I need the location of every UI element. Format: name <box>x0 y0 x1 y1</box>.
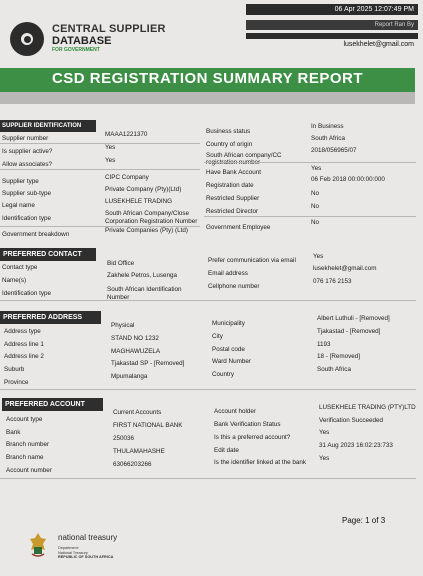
label-is-active: Is supplier active? <box>2 148 53 155</box>
value-restricted-director: No <box>311 203 320 210</box>
value-contact-names: Zakhele Petros, Lusenga <box>107 272 178 279</box>
value-supplier-number: MAAA1221370 <box>105 131 148 138</box>
label-have-bank-account: Have Bank Account <box>206 169 261 176</box>
divider <box>0 143 200 144</box>
value-government-employee: No <box>311 219 320 226</box>
report-datetime: 06 Apr 2025 12:07:49 PM <box>246 4 418 15</box>
label-municipality: Municipality <box>212 320 245 327</box>
value-registration-date: 06 Feb 2018 00:00:00:000 <box>311 176 385 183</box>
value-have-bank-account: Yes <box>311 165 322 172</box>
label-supplier-type: Supplier type <box>2 178 39 185</box>
label-branch-name: Branch name <box>6 454 44 461</box>
value-is-active: Yes <box>105 144 116 151</box>
value-address-line1: STAND NO 1232 <box>111 335 159 342</box>
value-contact-id-type: South African Identification Number <box>107 286 182 301</box>
csd-logo-dot <box>24 36 31 43</box>
value-postal-code: 1193 <box>317 341 331 348</box>
value-email-address: lusekhelet@gmail.com <box>313 265 377 272</box>
coat-of-arms-icon <box>28 532 48 558</box>
value-contact-type: Bid Office <box>107 260 135 267</box>
label-account-number: Account number <box>6 467 52 474</box>
value-preferred-account: Yes <box>319 429 330 436</box>
label-address-type: Address type <box>4 328 41 335</box>
value-cellphone: 076 176 2153 <box>313 278 352 285</box>
label-allow-associates: Allow associates? <box>2 161 53 168</box>
label-verification-status: Bank Verification Status <box>214 421 281 428</box>
label-postal-code: Postal code <box>212 346 245 353</box>
value-business-status: In Business <box>311 123 344 130</box>
logo-line1: CENTRAL SUPPLIER <box>52 23 166 35</box>
label-ward-number: Ward Number <box>212 358 251 365</box>
value-country-of-origin: South Africa <box>311 135 345 142</box>
value-government-breakdown: Private Companies (Pty) (Ltd) <box>105 227 188 234</box>
label-bank: Bank <box>6 429 21 436</box>
value-legal-name: LUSEKHELE TRADING <box>105 198 173 205</box>
value-supplier-type: CIPC Company <box>105 174 149 181</box>
label-country-of-origin: Country of origin <box>206 141 253 148</box>
label-account-holder: Account holder <box>214 408 257 415</box>
value-municipality: Albert Luthuli - [Removed] <box>317 315 390 322</box>
label-country: Country <box>212 371 235 378</box>
national-treasury-title: national treasury <box>58 533 118 542</box>
value-restricted-supplier: No <box>311 190 320 197</box>
logo-line3: FOR GOVERNMENT <box>52 47 100 53</box>
label-address-line2: Address line 2 <box>4 353 44 360</box>
page-number: Page: 1 of 3 <box>342 516 386 525</box>
value-address-line2: MAGHAWUZELA <box>111 348 161 355</box>
divider <box>0 226 200 227</box>
logo-line2: DATABASE <box>52 35 112 47</box>
section-preferred-contact: PREFERRED CONTACT <box>0 248 96 261</box>
value-province: Mpumalanga <box>111 373 148 380</box>
section-preferred-account: PREFERRED ACCOUNT <box>2 398 103 411</box>
value-linked-at-bank: Yes <box>319 455 330 462</box>
divider <box>0 169 200 170</box>
label-government-employee: Government Employee <box>206 224 271 231</box>
value-allow-associates: Yes <box>105 157 116 164</box>
title-bar <box>0 68 423 106</box>
value-ward-number: 18 - [Removed] <box>317 353 361 360</box>
label-cellphone: Cellphone number <box>208 283 260 290</box>
label-contact-names: Name(s) <box>2 277 27 284</box>
label-branch-number: Branch number <box>6 441 50 448</box>
value-sa-company-reg: 2018/056965/07 <box>311 147 357 154</box>
value-edit-date: 31 Aug 2023 16:02:23:733 <box>319 442 393 449</box>
divider <box>0 478 416 479</box>
label-identification-type: Identification type <box>2 215 52 222</box>
divider <box>0 389 416 390</box>
label-restricted-director: Restricted Director <box>206 208 259 215</box>
value-country: South Africa <box>317 366 351 373</box>
value-identification-type: South African Company/Close Corporation Registration Number <box>105 210 198 225</box>
report-user-email: lusekhelet@gmail.com <box>246 33 418 50</box>
label-legal-name: Legal name <box>2 202 35 209</box>
label-supplier-sub-type: Supplier sub-type <box>2 190 52 197</box>
label-edit-date: Edit date <box>214 447 239 454</box>
section-supplier-identification: SUPPLIER IDENTIFICATION <box>0 120 96 132</box>
value-address-type: Physical <box>111 322 135 329</box>
national-treasury-subtitle: Department: National Treasury REPUBLIC OF SOUTH AFRICA <box>58 546 114 560</box>
label-business-status: Business status <box>206 128 251 135</box>
label-address-line1: Address line 1 <box>4 341 44 348</box>
label-province: Province <box>4 379 29 386</box>
label-city: City <box>212 333 223 340</box>
label-contact-id-type: Identification type <box>2 290 52 297</box>
label-registration-date: Registration date <box>206 182 254 189</box>
value-city: Tjakastad - [Removed] <box>317 328 381 335</box>
value-bank: FIRST NATIONAL BANK <box>113 422 183 429</box>
label-account-type: Account type <box>6 416 43 423</box>
label-sa-company-reg: South African company/CC <box>206 152 282 159</box>
value-suburb: Tjakastad SP - [Removed] <box>111 360 185 367</box>
page-title: CSD REGISTRATION SUMMARY REPORT <box>51 70 364 87</box>
value-account-number: 63066203266 <box>113 461 152 468</box>
label-contact-type: Contact type <box>2 264 38 271</box>
section-preferred-address: PREFERRED ADDRESS <box>0 311 101 324</box>
value-account-holder: LUSEKHELE TRADING (PTY)LTD <box>319 404 416 411</box>
value-supplier-sub-type: Private Company (Pty)(Ltd) <box>105 186 182 193</box>
label-restricted-supplier: Restricted Supplier <box>206 195 260 202</box>
label-prefer-email: Prefer communication via email <box>208 257 296 264</box>
value-account-type: Current Accounts <box>113 409 162 416</box>
label-linked-at-bank: Is the identifier linked at the bank <box>214 459 307 466</box>
divider <box>204 216 416 217</box>
report-run-by: Report Ran By <box>246 20 418 30</box>
value-prefer-email: Yes <box>313 253 324 260</box>
label-suburb: Suburb <box>4 366 25 373</box>
label-email-address: Email address <box>208 270 248 277</box>
value-verification-status: Verification Succeeded <box>319 417 384 424</box>
divider <box>204 162 416 163</box>
value-branch-name: THULAMAHASHE <box>113 448 165 455</box>
divider <box>0 300 416 301</box>
label-supplier-number: Supplier number <box>2 135 49 142</box>
label-government-breakdown: Government breakdown <box>2 231 70 238</box>
label-preferred-account: Is this a preferred account? <box>214 434 291 441</box>
value-branch-number: 250036 <box>113 435 135 442</box>
